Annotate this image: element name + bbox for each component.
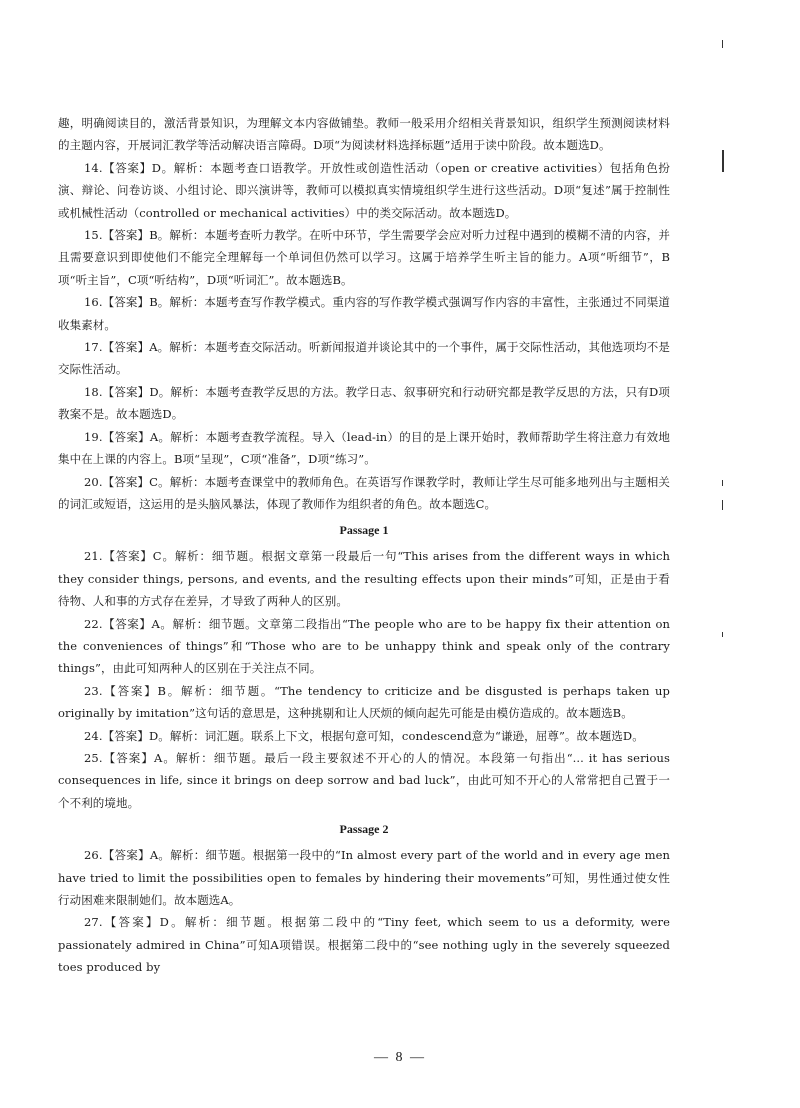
answer-15: 15.【答案】B。解析：本题考查听力教学。在听中环节，学生需要学会应对听力过程中遇到的模糊不清的内容，并且需要意识到即使他们不能完全理解每一个单词但仍然可以学习。这属于培养学生听主旨的能力。A项“听细节”，B项“听主旨”，C项“听结构”，D项“听词汇”。故本题选B。: [58, 228, 670, 287]
scan-mark: [722, 500, 723, 510]
paragraph-intro: 趣，明确阅读目的，激活背景知识，为理解文本内容做铺垫。教师一般采用介绍相关背景知识，组织学生预测阅读材料的主题内容，开展词汇教学等活动解决语言障碍。D项“为阅读材料选择标题”适用于读中阶段。故本题选D。: [58, 116, 670, 153]
scan-mark: [722, 150, 724, 172]
answer-19: 19.【答案】A。解析：本题考查教学流程。导入（lead-in）的目的是上课开始时，教师帮助学生将注意力有效地集中在上课的内容上。B项“呈现”，C项“准备”，D项“练习”。: [58, 429, 670, 467]
answer-22: 22.【答案】A。解析：细节题。文章第二段指出“The people who are to be happy fix their attention on the conveniences of things”和“Those who are to be unhappy think and speak only of the contrary things”，由此可知两种人的区别在于关注点不同。: [58, 616, 670, 676]
answer-23: 23.【答案】B。解析：细节题。“The tendency to criticize and be disgusted is perhaps taken up originally by imitation”这句话的意思是，这种挑剔和让人厌烦的倾向起先可能是由模仿造成的。故本题选B。: [58, 683, 670, 721]
page-number: — 8 —: [374, 1050, 426, 1065]
passage-1-heading: Passage 1: [339, 523, 389, 538]
scan-mark: [722, 480, 723, 486]
answer-25: 25.【答案】A。解析：细节题。最后一段主要叙述不开心的人的情况。本段第一句指出“... it has serious consequences in life, since it brings on deep sorrow and bad luck”，由此可知不开心的人常常把自己置于一个不利的境地。: [58, 750, 670, 810]
answer-26: 26.【答案】A。解析：细节题。根据第一段中的“In almost every part of the world and in every age men have tried to limit the possibilities open to females by hindering their movements”可知，男性通过使女性行动困难来限制她们。故本题选A。: [58, 848, 670, 907]
answer-21: 21.【答案】C。解析：细节题。根据文章第一段最后一句“This arises from the different ways in which they consider things, persons, and events, and the resulting effects upon their minds”可知，正是由于看待物、人和事的方式存在差异，才导致了两种人的区别。: [58, 549, 670, 609]
answer-20: 20.【答案】C。解析：本题考查课堂中的教师角色。在英语写作课教学时，教师让学生尽可能多地列出与主题相关的词汇或短语，这运用的是头脑风暴法，体现了教师作为组织者的角色。故本题选C。: [58, 474, 670, 511]
answer-24: 24.【答案】D。解析：词汇题。联系上下文，根据句意可知，condescend意为“谦逊，屈尊”。故本题选D。: [84, 728, 644, 743]
scan-mark: [722, 40, 723, 48]
answer-27: 27.【答案】D。解析：细节题。根据第二段中的“Tiny feet, which seem to us a deformity, were passionately admired in China”可知A项错误。根据第二段中的“see nothing ugly in the severely squeezed toes produced by: [58, 915, 670, 975]
scan-mark: [722, 632, 723, 637]
passage-2-heading: Passage 2: [339, 822, 389, 837]
answer-16: 16.【答案】B。解析：本题考查写作教学模式。重内容的写作教学模式强调写作内容的丰富性，主张通过不同渠道收集素材。: [58, 295, 670, 332]
document-body: [58, 112, 670, 979]
answer-14: 14.【答案】D。解析：本题考查口语教学。开放性或创造性活动（open or creative activities）包括角色扮演、辩论、问卷访谈、小组讨论、即兴演讲等，教师可以模拟真实情境组织学生进行这些活动。D项“复述”属于控制性或机械性活动（controlled or mechanical activities）中的类交际活动。故本题选D。: [58, 160, 670, 220]
answer-17: 17.【答案】A。解析：本题考查交际活动。听新闻报道并谈论其中的一个事件，属于交际性活动，其他选项均不是交际性活动。: [58, 340, 670, 377]
answer-18: 18.【答案】D。解析：本题考查教学反思的方法。教学日志、叙事研究和行动研究都是教学反思的方法，只有D项教案不是。故本题选D。: [58, 384, 670, 422]
